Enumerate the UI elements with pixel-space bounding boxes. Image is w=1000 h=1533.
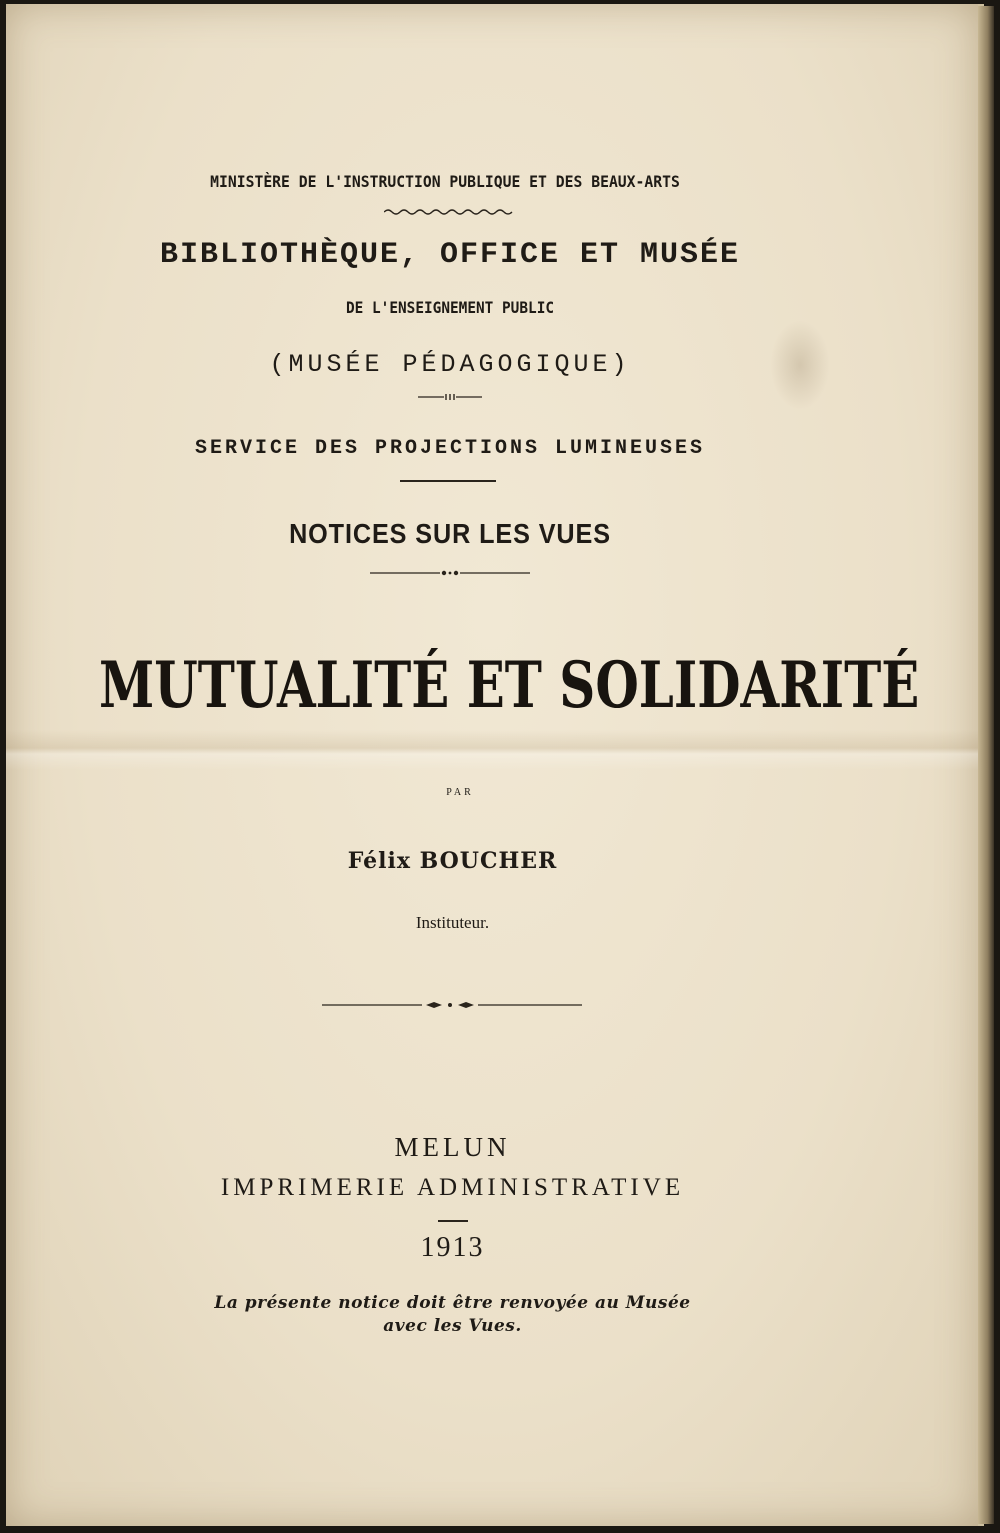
author-name: Félix BOUCHER: [347, 848, 558, 874]
byline-par: PAR: [446, 787, 474, 798]
service-line: SERVICE DES PROJECTIONS LUMINEUSES: [194, 437, 706, 460]
decorative-rule-ornament: [322, 998, 582, 1012]
paper-fold: [6, 730, 978, 770]
page-edge: [978, 6, 994, 1524]
small-rule-ornament: [418, 392, 482, 402]
imprint-printer: IMPRIMERIE ADMINISTRATIVE: [220, 1174, 685, 1201]
imprint-city: MELUN: [394, 1132, 511, 1162]
dotted-rule-ornament: [370, 567, 530, 579]
section-heading: NOTICES SUR LES VUES: [289, 518, 611, 549]
institution-title: BIBLIOTHÈQUE, OFFICE ET MUSÉE: [159, 238, 741, 272]
main-title: MUTUALITÉ ET SOLIDARITÉ: [99, 648, 920, 723]
author-role: Instituteur.: [415, 913, 490, 932]
plain-rule: [400, 478, 496, 484]
imprint-year: 1913: [420, 1232, 485, 1263]
ministry-line: MINISTÈRE DE L'INSTRUCTION PUBLIQUE ET DES BEAUX-ARTS: [210, 172, 680, 191]
institution-subtitle: DE L'ENSEIGNEMENT PUBLIC: [345, 298, 555, 317]
wavy-rule-ornament: [384, 207, 514, 217]
museum-name: (MUSÉE PÉDAGOGIQUE): [269, 350, 631, 379]
return-notice-line-2: avec les Vues.: [383, 1316, 522, 1336]
return-notice: [0, 1292, 905, 1338]
short-rule: [438, 1218, 468, 1224]
return-notice-line-1: La présente notice doit être renvoyée au Musée: [214, 1293, 691, 1313]
